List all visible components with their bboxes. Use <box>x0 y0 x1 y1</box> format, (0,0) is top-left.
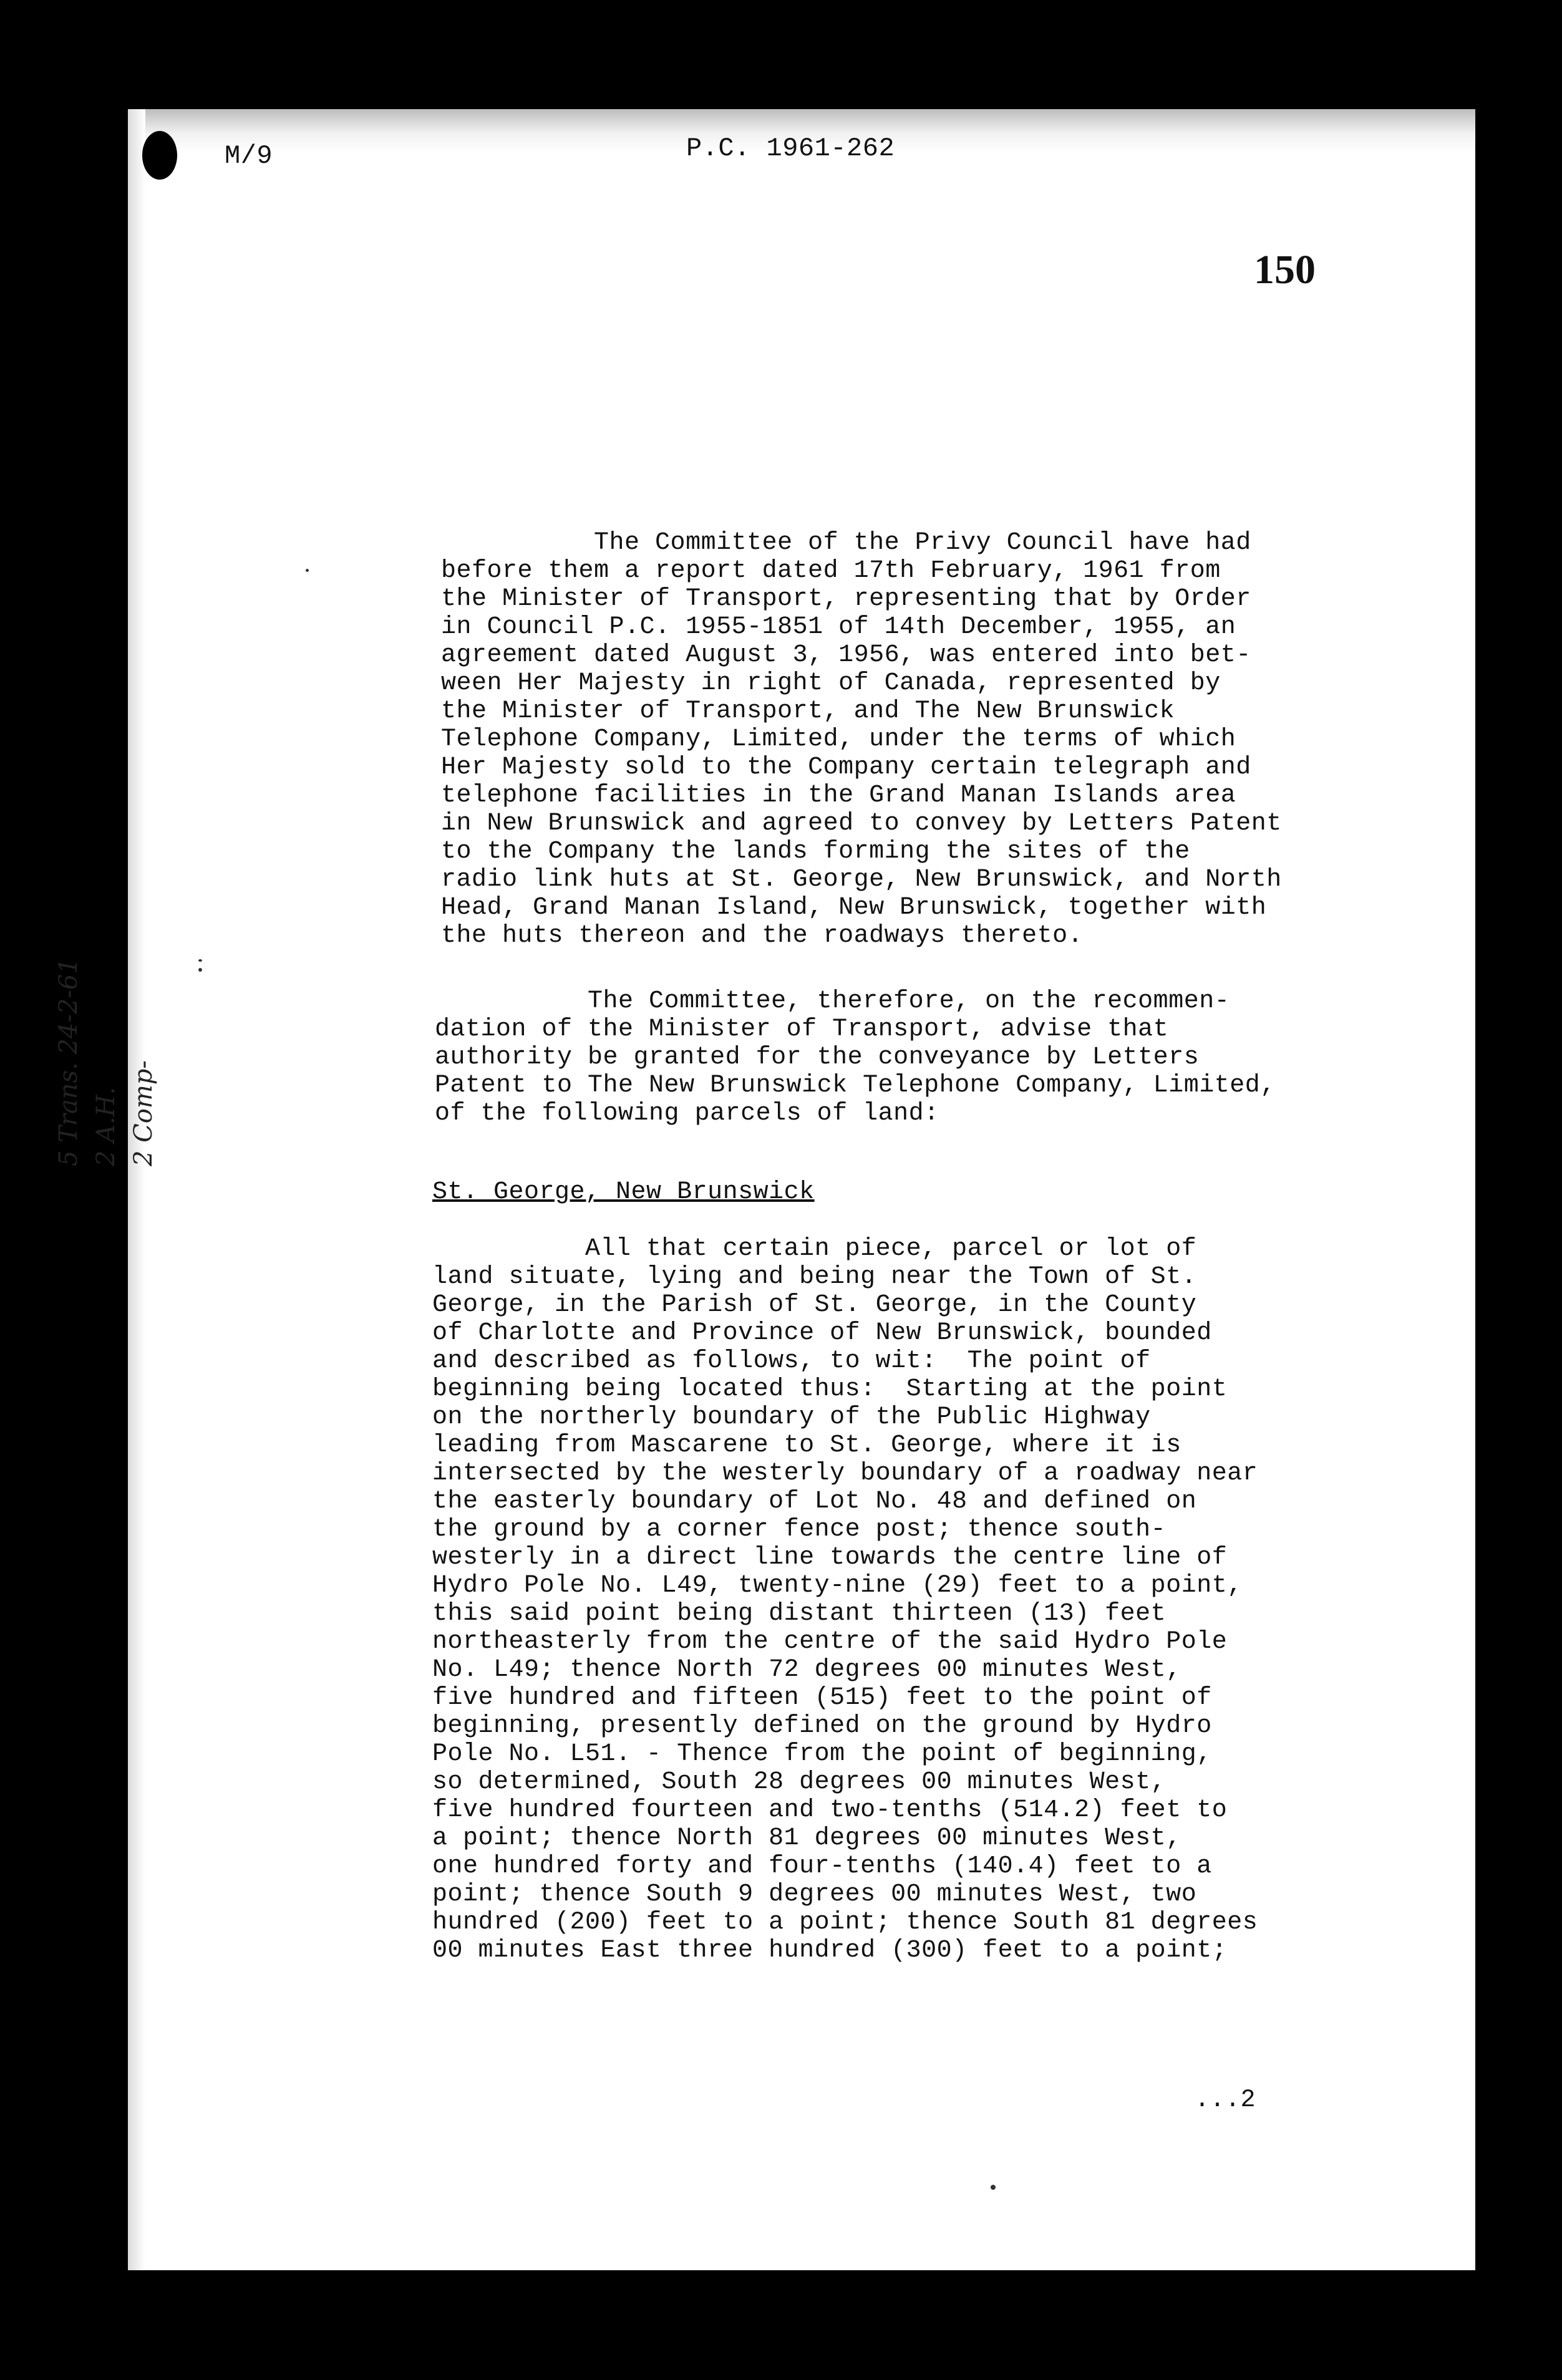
text-line: radio link huts at St. George, New Brunswick, and North <box>441 866 1282 894</box>
paragraph-report <box>441 529 1282 950</box>
text-line: five hundred fourteen and two-tenths (514.2) feet to <box>432 1796 1228 1824</box>
text-line: of the following parcels of land: <box>435 1100 939 1128</box>
text-line: ween Her Majesty in right of Canada, represented by <box>441 669 1221 697</box>
punch-hole <box>142 131 177 180</box>
text-line: All that certain piece, parcel or lot of <box>432 1235 1197 1263</box>
text-line: The Committee, therefore, on the recommen- <box>435 987 1230 1015</box>
text-line: of Charlotte and Province of New Brunswick, bounded <box>432 1319 1212 1347</box>
text-line: Pole No. L51. - Thence from the point of beginning, <box>432 1740 1212 1768</box>
text-line: Telephone Company, Limited, under the terms of which <box>441 725 1236 753</box>
file-code: M/9 <box>225 141 273 171</box>
text-line: beginning, presently defined on the ground by Hydro <box>432 1712 1212 1740</box>
text-line: the Minister of Transport, and The New Brunswick <box>441 697 1175 725</box>
text-line: before them a report dated 17th February, 1961 from <box>441 557 1221 585</box>
paper-speck <box>198 968 202 972</box>
paragraph-land-description <box>432 1235 1258 1965</box>
text-line: a point; thence North 81 degrees 00 minutes West, <box>432 1824 1181 1852</box>
text-line: one hundred forty and four-tenths (140.4) feet to a <box>432 1852 1212 1880</box>
text-line: to the Company the lands forming the sites of the <box>441 838 1190 866</box>
text-line: Hydro Pole No. L49, twenty-nine (29) feet to a point, <box>432 1572 1243 1600</box>
text-line: the huts thereon and the roadways thereto. <box>441 922 1084 950</box>
paper-speck <box>991 2185 996 2190</box>
margin-note-line: 2 A.H. <box>92 1086 120 1166</box>
order-number: P.C. 1961-262 <box>686 133 895 163</box>
paragraph-recommendation <box>435 987 1276 1128</box>
text-line: in Council P.C. 1955-1851 of 14th December, 1955, an <box>441 613 1236 641</box>
text-line: George, in the Parish of St. George, in the County <box>432 1291 1197 1319</box>
margin-note-line: 5 Trans. 24-2-61 <box>54 958 83 1166</box>
paper-speck <box>198 959 202 962</box>
text-line: beginning being located thus: Starting at the point <box>432 1375 1228 1403</box>
margin-note-line: 2 Comp- <box>129 1060 158 1166</box>
page-left-shadow <box>128 109 145 2270</box>
text-line: Her Majesty sold to the Company certain telegraph and <box>441 753 1251 781</box>
text-line: and described as follows, to wit: The point of <box>432 1347 1151 1375</box>
page-number: 150 <box>1254 247 1316 293</box>
text-line: the ground by a corner fence post; thence south- <box>432 1516 1167 1544</box>
text-line: northeasterly from the centre of the said Hydro Pole <box>432 1628 1228 1656</box>
text-line: hundred (200) feet to a point; thence South 81 degrees <box>432 1908 1258 1937</box>
text-line: telephone facilities in the Grand Manan Islands area <box>441 781 1236 810</box>
continuation-marker: ...2 <box>1195 2086 1256 2114</box>
text-line: in New Brunswick and agreed to convey by Letters Patent <box>441 810 1282 838</box>
text-line: intersected by the westerly boundary of a roadway near <box>432 1459 1258 1488</box>
text-line: No. L49; thence North 72 degrees 00 minutes West, <box>432 1656 1181 1684</box>
text-line: five hundred and fifteen (515) feet to the point of <box>432 1684 1212 1712</box>
text-line: point; thence South 9 degrees 00 minutes West, two <box>432 1880 1197 1908</box>
text-line: land situate, lying and being near the Town of St. <box>432 1263 1197 1291</box>
text-line: the Minister of Transport, representing that by Order <box>441 585 1251 613</box>
text-line: this said point being distant thirteen (13) feet <box>432 1600 1167 1628</box>
text-line: so determined, South 28 degrees 00 minutes West, <box>432 1768 1167 1796</box>
text-line: Patent to The New Brunswick Telephone Company, Limited, <box>435 1071 1276 1100</box>
text-line: the easterly boundary of Lot No. 48 and defined on <box>432 1488 1197 1516</box>
text-line: authority be granted for the conveyance by Letters <box>435 1043 1200 1071</box>
text-line: 00 minutes East three hundred (300) feet to a point; <box>432 1937 1228 1965</box>
section-heading: St. George, New Brunswick <box>432 1178 815 1206</box>
text-line: on the northerly boundary of the Public Highway <box>432 1403 1151 1431</box>
paper-speck <box>306 569 309 572</box>
text-line: westerly in a direct line towards the centre line of <box>432 1544 1228 1572</box>
text-line: Head, Grand Manan Island, New Brunswick, together with <box>441 894 1267 922</box>
text-line: agreement dated August 3, 1956, was entered into bet- <box>441 641 1251 669</box>
handwritten-margin-note <box>50 958 162 1166</box>
text-line: The Committee of the Privy Council have had <box>441 529 1251 557</box>
text-line: dation of the Minister of Transport, advise that <box>435 1015 1169 1043</box>
text-line: leading from Mascarene to St. George, where it is <box>432 1431 1181 1459</box>
